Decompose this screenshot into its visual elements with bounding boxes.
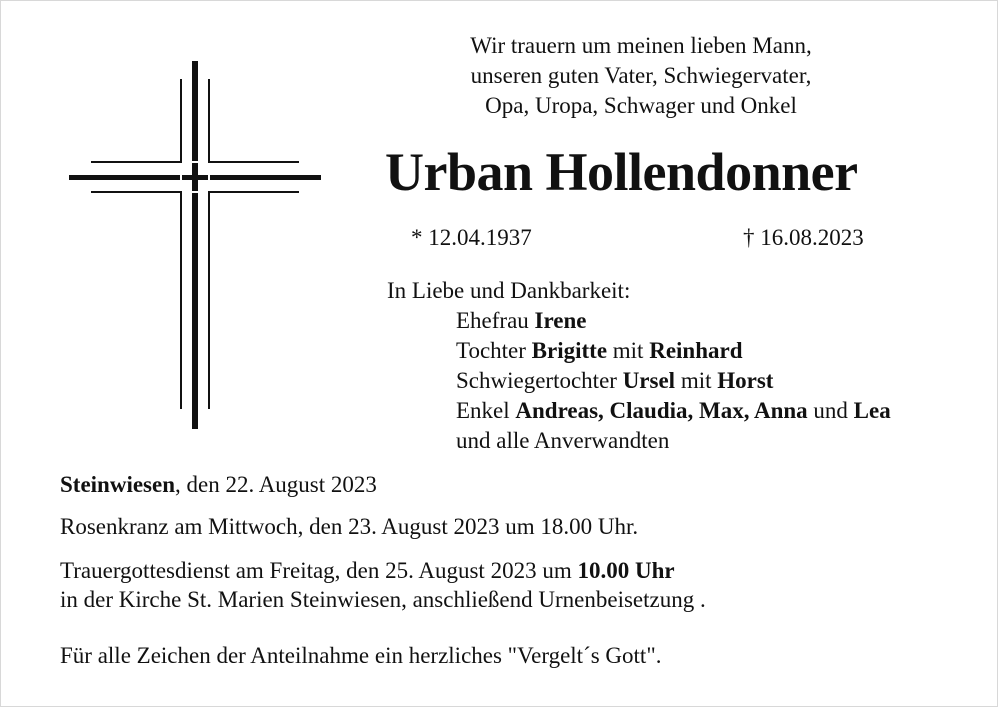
intro-line: unseren guten Vater, Schwiegervater, (470, 63, 812, 88)
mourner-name: Ursel (622, 368, 676, 393)
mourner-role: Enkel (456, 398, 516, 423)
funeral-text: Trauergottesdienst am Freitag, den 25. August 2023 um (60, 558, 578, 583)
mourner-relatives: und alle Anverwandten (456, 428, 670, 453)
birth-date: * 12.04.1937 (411, 225, 532, 250)
mourner-role: Tochter (456, 338, 532, 363)
mourners-heading: In Liebe und Dankbarkeit: (387, 278, 631, 303)
place-name: Steinwiesen (60, 472, 175, 497)
mourner-partner: Horst (717, 368, 774, 393)
funeral-line (60, 556, 706, 585)
intro-line: Wir trauern um meinen lieben Mann, (470, 33, 812, 58)
thanks-text: Für alle Zeichen der Anteilnahme ein herzliches "Vergelt´s Gott". (60, 643, 662, 668)
mourner-name: Irene (534, 308, 587, 333)
mourner-wife (456, 306, 891, 336)
mourners-list (456, 306, 891, 456)
deceased-name: Urban Hollendonner (385, 142, 858, 202)
mourner-grandchildren (456, 396, 891, 426)
rosary-info: Rosenkranz am Mittwoch, den 23. August 2023 um 18.00 Uhr. (60, 514, 639, 539)
place-date (60, 470, 377, 499)
intro-line: Opa, Uropa, Schwager und Onkel (485, 93, 797, 118)
mourner-connector: mit (675, 368, 718, 393)
mourner-connector: mit (607, 338, 650, 363)
cross-icon (69, 61, 321, 429)
funeral-location: in der Kirche St. Marien Steinwiesen, anschließend Urnenbeisetzung . (60, 587, 706, 612)
mourner-names: Andreas, Claudia, Max, Anna (515, 398, 808, 423)
mourner-partner: Reinhard (649, 338, 743, 363)
intro-text (401, 31, 881, 121)
funeral-time: 10.00 Uhr (577, 558, 675, 583)
mourner-role: Ehefrau (456, 308, 535, 333)
mourner-daughter (456, 336, 891, 366)
notice-date: , den 22. August 2023 (175, 472, 377, 497)
death-date: † 16.08.2023 (743, 225, 864, 250)
funeral-info (60, 556, 706, 614)
mourner-name: Brigitte (531, 338, 608, 363)
mourner-connector: und (807, 398, 854, 423)
mourner-daughter-in-law (456, 366, 891, 396)
mourner-role: Schwiegertochter (456, 368, 623, 393)
mourner-name: Lea (853, 398, 891, 423)
